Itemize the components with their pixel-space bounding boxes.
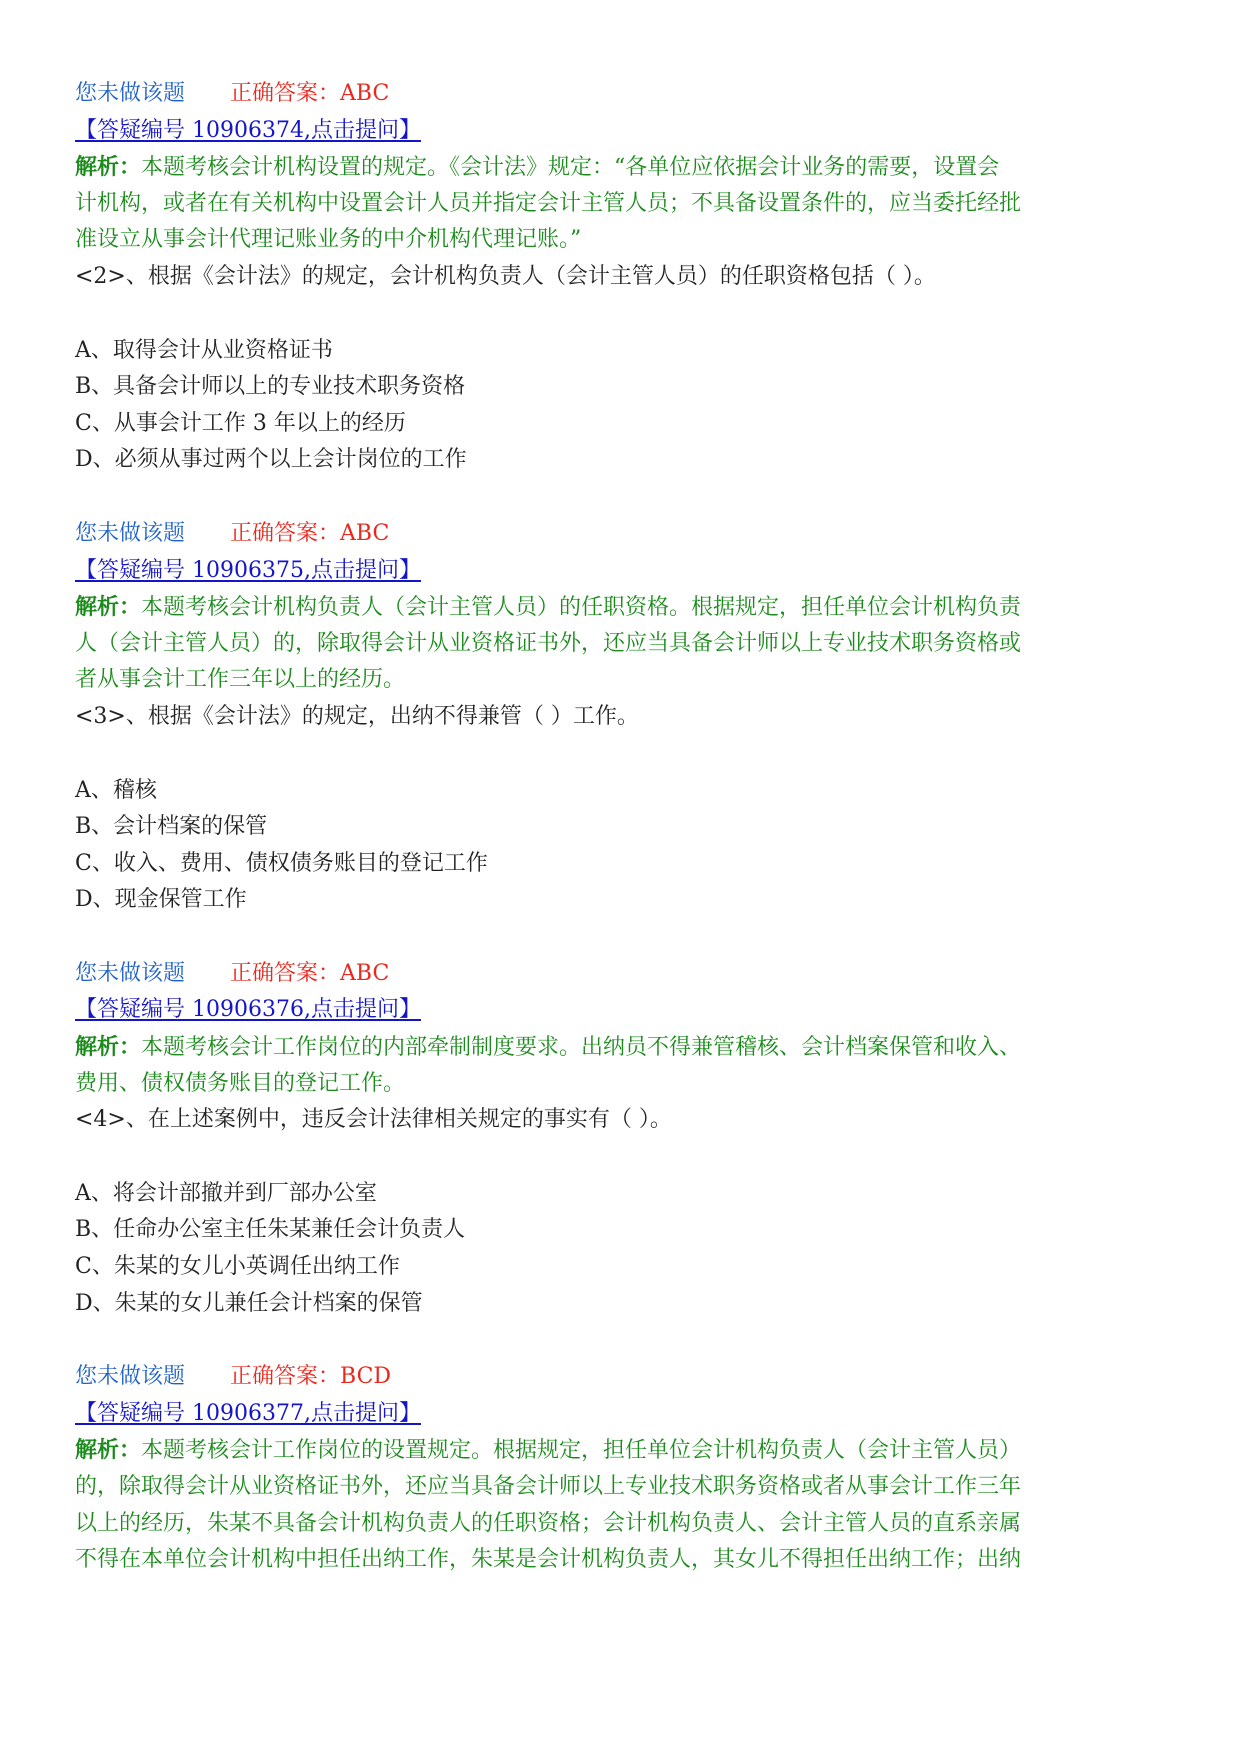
analysis-text: 本题考核会计机构负责人（会计主管人员）的任职资格。根据规定，担任单位会计机构负责 [141, 595, 1022, 621]
correct-answer-value: BCD [340, 1364, 392, 1390]
analysis-label: 解析： [75, 154, 142, 181]
analysis-label: 解析： [75, 1437, 142, 1464]
option-b: B、任命办公室主任朱某兼任会计负责人 [75, 1217, 466, 1243]
analysis-text: 者从事会计工作三年以上的经历。 [75, 667, 406, 693]
not-answered-status: 您未做该题 [75, 520, 186, 546]
analysis-text: 计机构，或者在有关机构中设置会计人员并指定会计主管人员；不具备设置条件的，应当委托经批 [75, 190, 1022, 216]
option-c: C、朱某的女儿小英调任出纳工作 [75, 1254, 400, 1280]
option-d: D、必须从事过两个以上会计岗位的工作 [75, 447, 467, 473]
correct-answer-label: 正确答案： [230, 1364, 341, 1390]
answer-status-row [75, 956, 1165, 993]
question-text: <4>、在上述案例中，违反会计法律相关规定的事实有（ ）。 [75, 1107, 672, 1133]
qa-ask-link[interactable]: 【答疑编号 10906375,点击提问】 [75, 557, 421, 583]
answer-status-row [75, 76, 1165, 113]
analysis-text: 本题考核会计机构设置的规定。《会计法》规定：“各单位应依据会计业务的需要，设置会 [141, 155, 1000, 181]
option-a: A、取得会计从业资格证书 [75, 337, 333, 363]
option-a: A、稽核 [75, 777, 157, 803]
analysis-label: 解析： [75, 594, 142, 621]
not-answered-status: 您未做该题 [75, 1364, 186, 1390]
correct-answer-label: 正确答案： [230, 960, 341, 986]
answer-status-row [75, 516, 1165, 553]
document-page [75, 76, 1165, 1579]
qa-ask-link[interactable]: 【答疑编号 10906374,点击提问】 [75, 117, 421, 143]
option-c: C、从事会计工作 3 年以上的经历 [75, 410, 406, 436]
analysis-line [75, 1432, 1165, 1469]
option-d: D、朱某的女儿兼任会计档案的保管 [75, 1290, 423, 1316]
qa-ask-link[interactable]: 【答疑编号 10906377,点击提问】 [75, 1400, 421, 1426]
analysis-line [75, 149, 1165, 186]
analysis-text: 不得在本单位会计机构中担任出纳工作，朱某是会计机构负责人，其女儿不得担任出纳工作；出纳 [75, 1547, 1022, 1573]
analysis-label: 解析： [75, 1034, 142, 1061]
correct-answer-label: 正确答案： [230, 81, 341, 106]
analysis-line [75, 1029, 1165, 1066]
question-text: <2>、根据《会计法》的规定，会计机构负责人（会计主管人员）的任职资格包括（ ）。 [75, 263, 936, 289]
analysis-text: 的，除取得会计从业资格证书外，还应当具备会计师以上专业技术职务资格或者从事会计工作三年 [75, 1474, 1022, 1499]
analysis-text: 人（会计主管人员）的，除取得会计从业资格证书外，还应当具备会计师以上专业技术职务资格或 [75, 630, 1022, 656]
answer-status-row [75, 1359, 1165, 1396]
analysis-text: 本题考核会计工作岗位的设置规定。根据规定，担任单位会计机构负责人（会计主管人员） [141, 1438, 1022, 1464]
correct-answer-value: ABC [340, 520, 390, 546]
option-d: D、现金保管工作 [75, 887, 247, 913]
correct-answer-value: ABC [340, 81, 390, 106]
question-text: <3>、根据《会计法》的规定，出纳不得兼管（ ）工作。 [75, 703, 639, 729]
analysis-text: 准设立从事会计代理记账业务的中介机构代理记账。” [75, 227, 582, 253]
option-b: B、具备会计师以上的专业技术职务资格 [75, 374, 466, 400]
not-answered-status: 您未做该题 [75, 81, 186, 106]
analysis-text: 以上的经历，朱某不具备会计机构负责人的任职资格；会计机构负责人、会计主管人员的直系亲属 [75, 1510, 1022, 1536]
not-answered-status: 您未做该题 [75, 960, 186, 986]
analysis-line [75, 589, 1165, 626]
option-c: C、收入、费用、债权债务账目的登记工作 [75, 850, 488, 876]
option-b: B、会计档案的保管 [75, 814, 268, 840]
analysis-text: 本题考核会计工作岗位的内部牵制制度要求。出纳员不得兼管稽核、会计档案保管和收入、 [141, 1035, 1022, 1061]
qa-ask-link[interactable]: 【答疑编号 10906376,点击提问】 [75, 997, 421, 1023]
correct-answer-value: ABC [340, 960, 390, 986]
analysis-text: 费用、债权债务账目的登记工作。 [75, 1070, 406, 1096]
correct-answer-label: 正确答案： [230, 520, 341, 546]
option-a: A、将会计部撤并到厂部办公室 [75, 1180, 377, 1206]
